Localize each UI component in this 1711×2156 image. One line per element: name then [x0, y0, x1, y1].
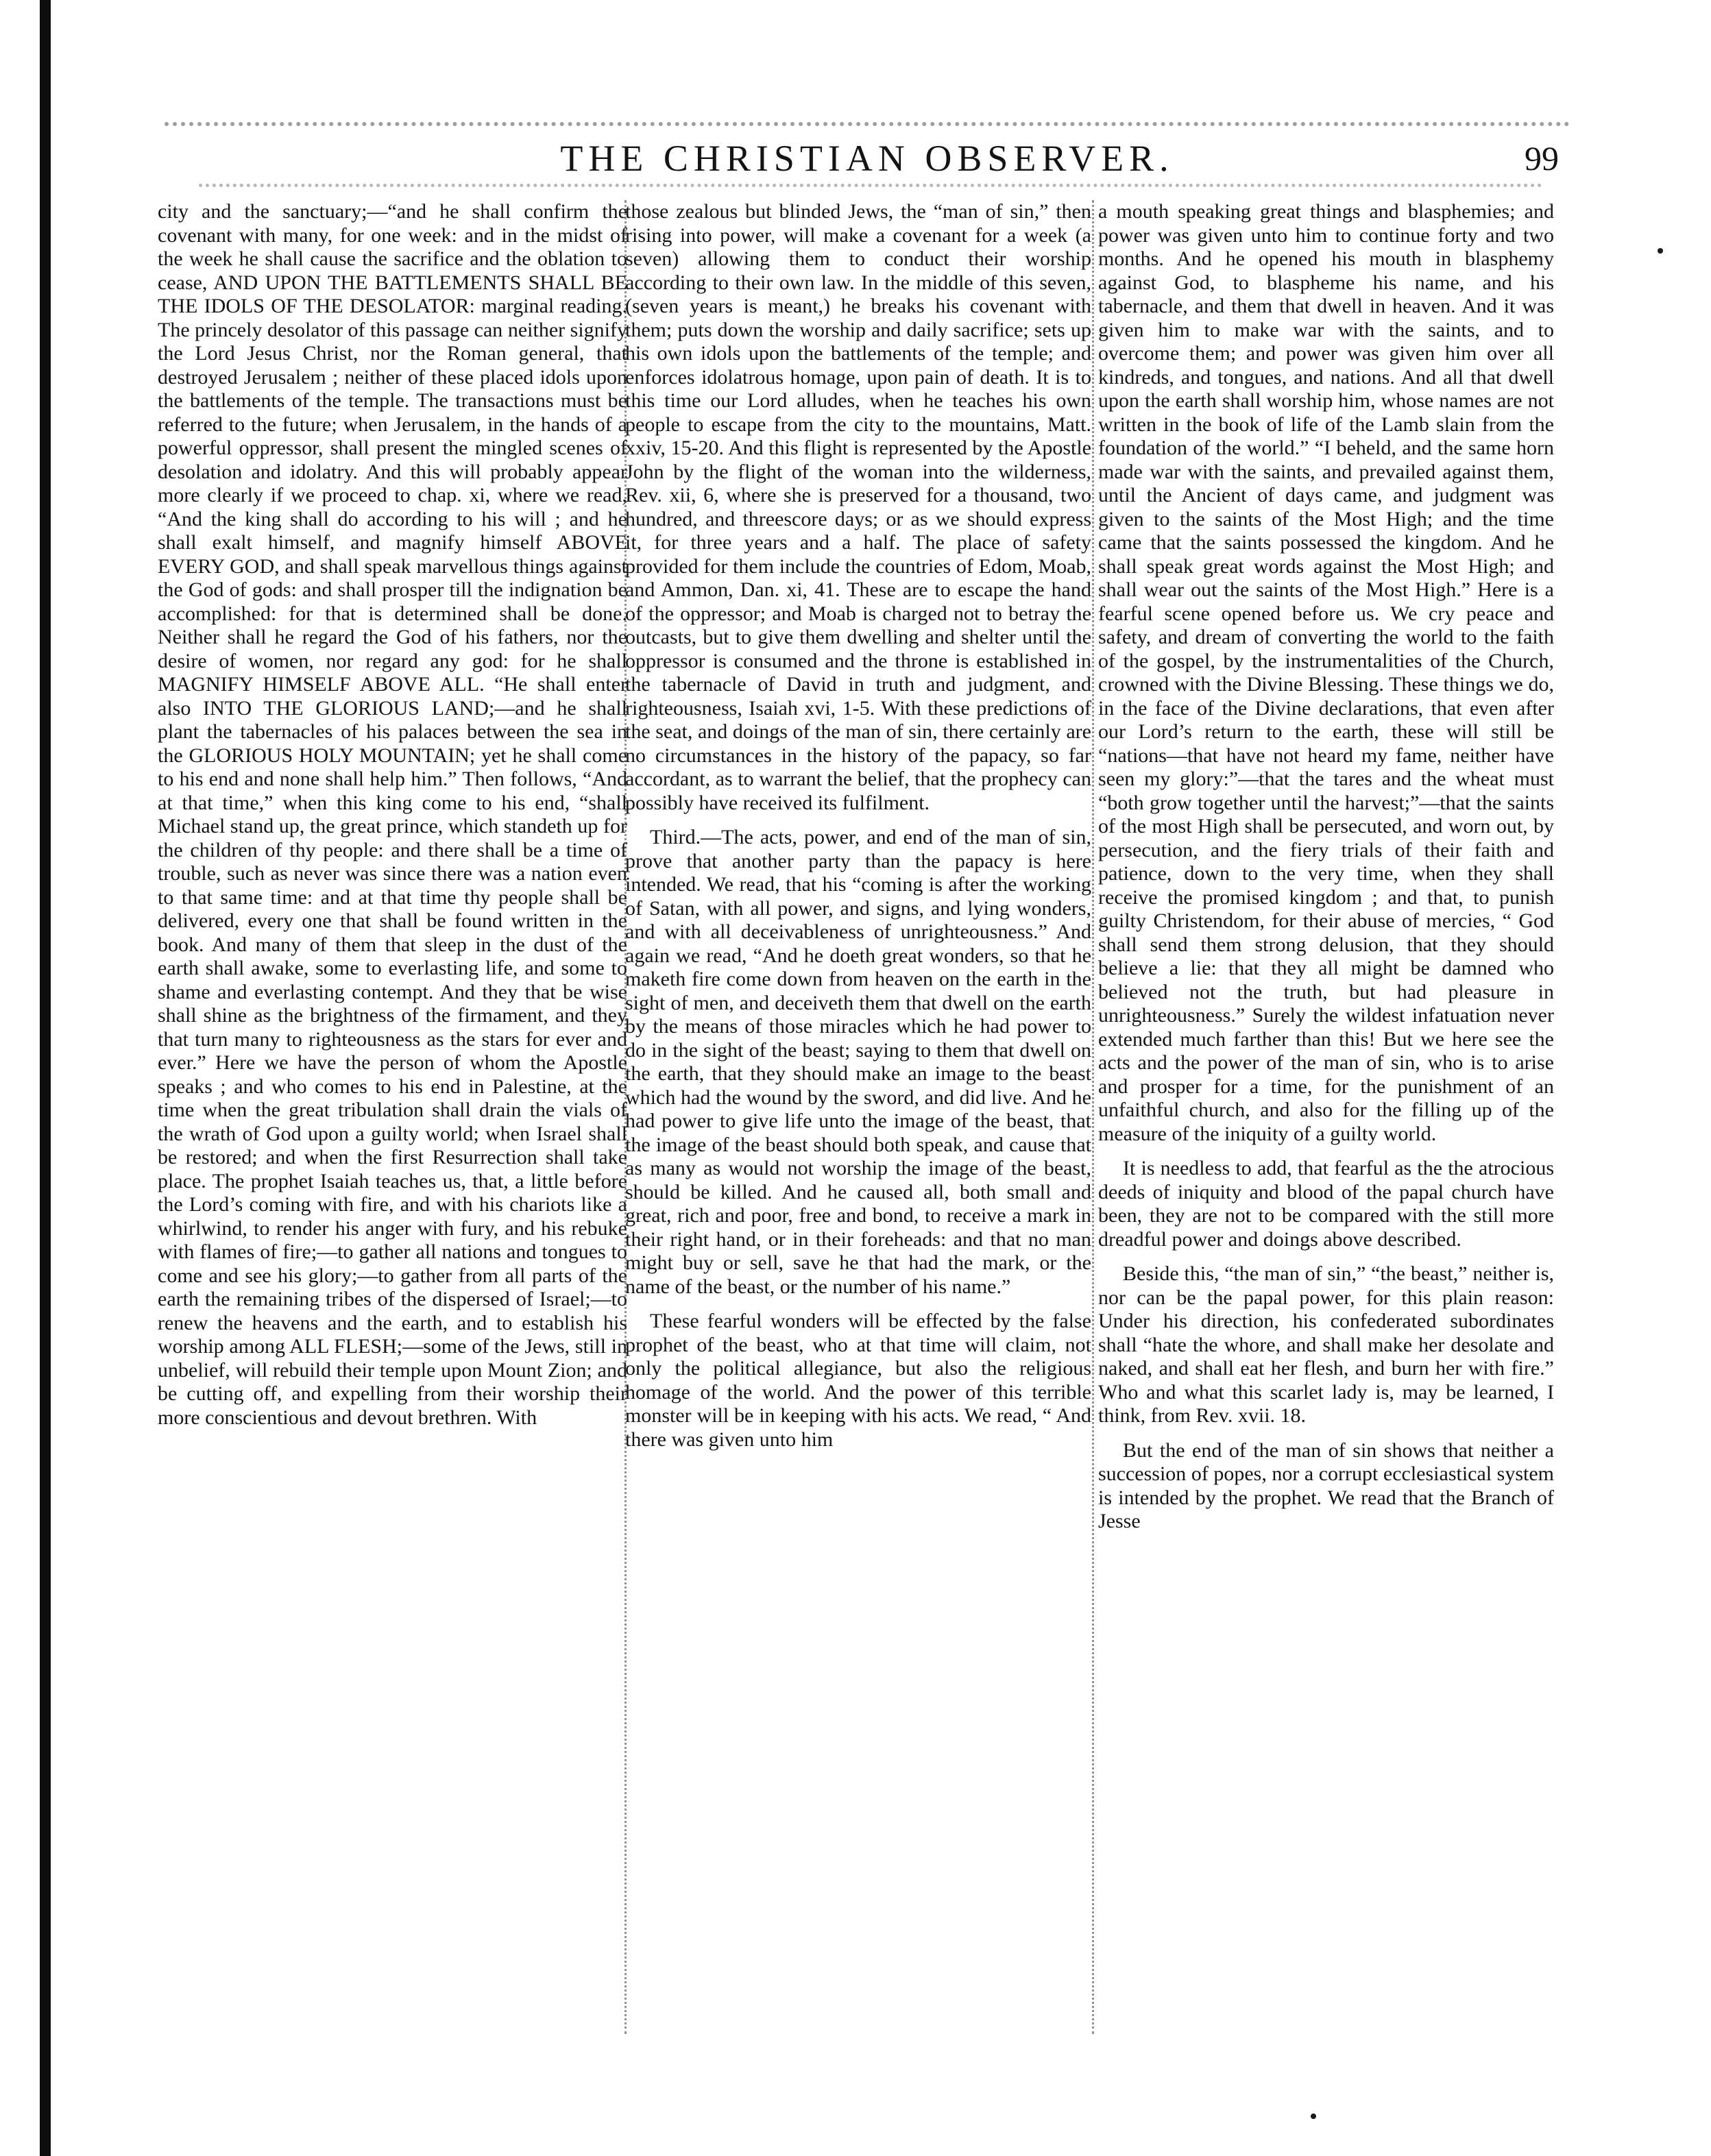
- ink-speck: [1658, 248, 1663, 254]
- paragraph: But the end of the man of sin shows that neither a succession of popes, nor a corrupt ecclesiastical system is intended by the prophet. We read that the Branch of Jesse: [1098, 1438, 1554, 1532]
- running-title: THE CHRISTIAN OBSERVER.: [560, 138, 1174, 179]
- paragraph: those zealous but blinded Jews, the “man of sin,” then rising into power, will make a covenant for a week (a seven) allowing them to conduct their worship according to their own law. In the middle of this seven, (seven years is meant,) he breaks his covenant with them; puts down the worship and daily sacrifice; sets up his own idols upon the battlements of the temple; and enforces idolatrous homage, upon pain of death. It is to this time our Lord alludes, when he teaches his own people to escape from the city to the mountains, Matt. xxiv, 15-20. And this flight is represented by the Apostle John by the flight of the woman into the wilderness, Rev. xii, 6, where she is preserved for a thousand, two hundred, and threescore days; or as we should express it, for three years and a half. The place of safety provided for them include the countries of Edom, Moab, and Ammon, Dan. xi, 41. These are to escape the hand of the oppressor; and Moab is charged not to betray the outcasts, but to give them dwelling and shelter until the oppressor is consumed and the throne is established in the tabernacle of David in truth and judgment, and righteousness, Isaiah xvi, 1-5. With these predictions of the seat, and doings of the man of sin, there certainly are no circumstances in the history of the papacy, so far accordant, as to warrant the belief, that the prophecy can possibly have received its fulfilment.: [625, 200, 1091, 814]
- page-header: [165, 134, 1570, 182]
- header-rule: [199, 184, 1542, 187]
- ink-speck: [1311, 2114, 1316, 2119]
- column-middle: [625, 200, 1091, 1451]
- paragraph: These fearful wonders will be effected by the false prophet of the beast, who at that time will claim, not only the political allegiance, but also the religious homage of the world. And the power of this terrible monster will be in keeping with his acts. We read, “ And there was given unto him: [625, 1310, 1091, 1451]
- column-left: [158, 200, 627, 1430]
- paragraph: Third.—The acts, power, and end of the man of sin, prove that another party than the papacy is here intended. We read, that his “coming is after the working of Satan, with all power, and signs, and lying wonders, and with all deceivableness of unrighteousness.” And again we read, “And he doeth great wonders, so that he maketh fire come down from heaven on the earth in the sight of men, and deceiveth them that dwell on the earth by the means of those miracles which he had power to do in the sight of the beast; saying to them that dwell on the earth, that they should make an image to the beast which had the wound by the sword, and did live. And he had power to give life unto the image of the beast, that the image of the beast should both speak, and cause that as many as would not worship the image of the beast, should be killed. And he caused all, both small and great, rich and poor, free and bond, to receive a mark in their right hand, or in their foreheads: and that no man might buy or sell, save he that had the mark, or the name of the beast, or the number of his name.”: [625, 826, 1091, 1298]
- paragraph: Beside this, “the man of sin,” “the beast,” neither is, nor can be the papal power, for this plain reason: Under his direction, his confederated subordinates shall “hate the whore, and shall make her desolate and naked, and shall eat her flesh, and burn her with fire.” Who and what this scarlet lady is, may be learned, I think, from Rev. xvii. 18.: [1098, 1262, 1554, 1427]
- page-binding-edge: [40, 0, 51, 2156]
- paragraph: city and the sanctuary;—“and he shall confirm the covenant with many, for one week: and in the midst of the week he shall cause the sacrifice and the oblation to cease, AND UPON THE BATTLEMENTS SHALL BE THE IDOLS OF THE DESOLATOR: marginal reading. The princely desolator of this passage can neither signify the Lord Jesus Christ, nor the Roman general, that destroyed Jerusalem ; neither of these placed idols upon the battlements of the temple. The transactions must be referred to the future; when Jerusalem, in the hands of a powerful oppressor, shall present the mingled scenes of desolation and idolatry. And this will probably appear more clearly if we proceed to chap. xi, where we read, “And the king shall do according to his will ; and he shall exalt himself, and magnify himself ABOVE EVERY GOD, and shall speak marvellous things against the God of gods: and shall prosper till the indignation be accomplished: for that is determined shall be done. Neither shall he regard the God of his fathers, nor the desire of women, nor regard any god: for he shall MAGNIFY HIMSELF ABOVE ALL. “He shall enter also INTO THE GLORIOUS LAND;—and he shall plant the tabernacles of his palaces between the sea in the GLORIOUS HOLY MOUNTAIN; yet he shall come to his end and none shall help him.” Then follows, “And at that time,” when this king come to his end, “shall Michael stand up, the great prince, which standeth up for the children of thy people: and there shall be a time of trouble, such as never was since there was a nation even to that same time: and at that time thy people shall be delivered, every one that shall be found written in the book. And many of them that sleep in the dust of the earth shall awake, some to everlasting life, and some to shame and everlasting contempt. And they that be wise shall shine as the brightness of the firmament, and they that turn many to righteousness as the stars for ever and ever.” Here we have the person of whom the Apostle speaks ; and who comes to his end in Palestine, at the time when the great tribulation shall drain the vials of the wrath of God upon a guilty world; when Israel shall be restored; and when the first Resurrection shall take place. The prophet Isaiah teaches us, that, a little before the Lord’s coming with fire, and with his chariots like a whirlwind, to render his anger with fury, and his rebuke with flames of fire;—to gather all nations and tongues to come and see his glory;—to gather from all parts of the earth the remaining tribes of the dispersed of Israel;—to renew the heavens and the earth, and to establish his worship among ALL FLESH;—some of the Jews, still in unbelief, will rebuild their temple upon Mount Zion; and be cutting off, and expelling from their worship their more conscientious and devout brethren. With: [158, 200, 627, 1429]
- paragraph: It is needless to add, that fearful as the the atrocious deeds of iniquity and blood of the papal church have been, they are not to be compared with the still more dreadful power and doings above described.: [1098, 1157, 1554, 1251]
- page-number: 99: [1525, 139, 1559, 177]
- column-right: [1098, 200, 1554, 1534]
- column-divider: [1092, 200, 1094, 2034]
- top-rule: [165, 122, 1570, 126]
- paragraph: a mouth speaking great things and blasphemies; and power was given unto him to continue forty and two months. And he opened his mouth in blasphemy against God, to blaspheme his name, and his tabernacle, and them that dwell in heaven. And it was given him to make war with the saints, and to overcome them; and power was given him over all kindreds, and tongues, and nations. And all that dwell upon the earth shall worship him, whose names are not written in the book of life of the Lamb slain from the foundation of the world.” “I beheld, and the same horn made war with the saints, and prevailed against them, until the Ancient of days came, and judgment was given to the saints of the Most High; and the time came that the saints possessed the kingdom. And he shall speak great words against the Most High; and shall wear out the saints of the Most High.” Here is a fearful scene opened before us. We cry peace and safety, and dream of converting the world to the faith of the gospel, by the instrumentalities of the Church, crowned with the Divine Blessing. These things we do, in the face of the Divine declarations, that even after our Lord’s return to the earth, these will still be “nations—that have not heard my fame, neither have seen my glory:”—that the tares and the wheat must “both grow together until the harvest;”—that the saints of the most High shall be persecuted, and worn out, by persecution, and the fiery trials of their faith and patience, down to the very time, when they shall receive the promised kingdom ; and that, to punish guilty Christendom, for their abuse of mercies, “ God shall send them strong delusion, that they should believe a lie: that they all might be damned who believed not the truth, but had pleasure in unrighteousness.” Surely the wildest infatuation never extended much farther than this! But we here see the acts and the power of the man of sin, who is to arise and prosper for a time, for the punishment of an unfaithful church, and also for the filling up of the measure of the iniquity of a guilty world.: [1098, 200, 1554, 1145]
